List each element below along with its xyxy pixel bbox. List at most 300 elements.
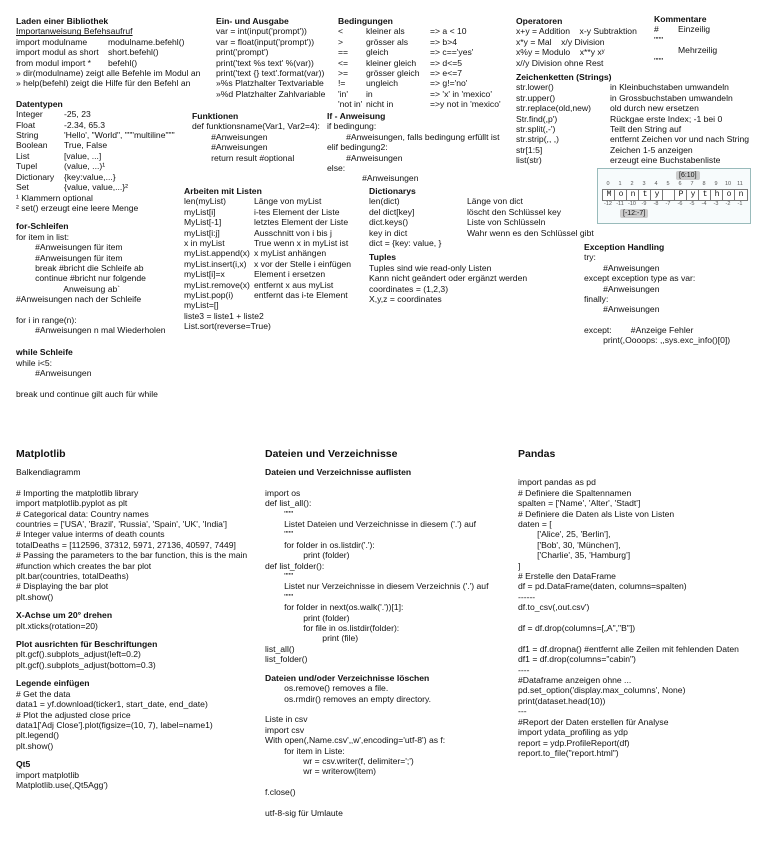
datatype-name: Float: [16, 119, 36, 130]
code-line: #Report der Daten erstellen für Analyse: [518, 716, 669, 727]
code-line: #Dataframe anzeigen ohne ...: [518, 675, 632, 686]
slice-char-cell: y: [650, 189, 664, 201]
code-line: # Categorical data: Country names: [16, 508, 149, 519]
code-line: except exception type as var:: [584, 273, 696, 284]
code-line: """: [265, 591, 294, 602]
code-line: data1['Adj Close'].plot(figsize=(10, 7), label=name1): [16, 719, 213, 730]
list-method: myList[i]=x: [184, 269, 225, 280]
code-line: Liste in csv: [265, 714, 308, 725]
datatype-example: -2.34, 65.3: [64, 119, 106, 130]
slice-index-positive: 2: [630, 181, 634, 187]
code-line: if bedingung:: [327, 121, 377, 132]
library-cell: import modul as short: [16, 47, 99, 58]
dict-method: del dict[key]: [369, 206, 415, 217]
list-method: myList[i:j]: [184, 227, 220, 238]
comments-table: [654, 24, 754, 66]
list-method-desc: True wenn x in myList ist: [254, 238, 349, 249]
code-line: continue #bricht nur folgende: [16, 273, 146, 284]
slice-char-cell: t: [698, 189, 712, 201]
code-line: print('text {} text'.format(var)): [216, 68, 325, 79]
library-note: » dir(modulname) zeigt alle Befehle im Modul an: [16, 68, 201, 79]
datatypes-footnote: ¹ Klammern optional: [16, 192, 93, 203]
dict-method-desc: Länge von dict: [467, 196, 523, 207]
operator-desc: ungleich: [366, 78, 399, 89]
operator-desc: grösser als: [366, 36, 409, 47]
slice-index-negative: -2: [725, 201, 731, 207]
forloop-title: for-Schleifen: [16, 221, 69, 232]
code-line: data1 = yf.download(ticker1, start_date, end_date): [16, 699, 208, 710]
code-line: [265, 704, 515, 714]
string-slicing-illustration: [597, 168, 751, 224]
matplotlib-block: [16, 689, 256, 751]
string-method: str.split(,-'): [516, 124, 556, 135]
code-line: def list_all():: [265, 498, 312, 509]
code-line: [518, 633, 763, 643]
code-line: [16, 477, 256, 487]
code-line: Listet Dateien und Verzeichnisse in diesem ('.') auf: [265, 519, 477, 530]
library-cell: befehl(): [108, 57, 138, 68]
slice-index-positive: 1: [618, 181, 622, 187]
matplotlib-section: [16, 448, 256, 790]
code-line: print('prompt'): [216, 47, 269, 58]
slice-index-negative: -3: [713, 201, 719, 207]
code-line: print(,Oooops: ,,sys.exc_info()[0]): [584, 335, 731, 346]
slice-index-negative: -12: [604, 201, 612, 207]
code-line: plt.gcf().subplots_adjust(bottom=0.3): [16, 659, 156, 670]
datatype-example: (value, ...)¹: [64, 161, 106, 172]
comment-symbol: """: [654, 55, 664, 66]
code-line: import pandas as pd: [518, 477, 596, 488]
code-line: else:: [327, 163, 346, 174]
datatype-name: Dictionary: [16, 171, 55, 182]
code-line: x+y = Addition x-y Subtraktion: [516, 26, 637, 37]
datatype-name: Tupel: [16, 161, 38, 172]
io-title: Ein- und Ausgabe: [216, 16, 289, 26]
slice-index-negative: -11: [616, 201, 624, 207]
comment-desc: [678, 35, 754, 45]
list-method: myList.append(x): [184, 248, 250, 259]
code-line: #Anweisungen: [192, 142, 268, 153]
slice-char-cell: M: [602, 189, 616, 201]
code-line: #Anweisungen: [584, 283, 660, 294]
matplotlib-block: [16, 621, 256, 631]
code-line: # Integer value interms of death counts: [16, 529, 165, 540]
operator-desc: kleiner gleich: [366, 57, 417, 68]
dicts-table: [369, 196, 594, 238]
slice-index-positive: 11: [737, 181, 743, 187]
lists-title: Arbeiten mit Listen: [184, 186, 262, 196]
code-line: #Anweisungen: [584, 304, 660, 315]
code-line: while i<5:: [16, 357, 53, 368]
matplotlib-block: [16, 467, 256, 602]
code-line: return result #optional: [192, 152, 295, 163]
datatype-name: Integer: [16, 109, 43, 120]
code-line: #Anweisungen nach der Schleife: [16, 294, 142, 305]
list-method-desc: x vor der Stelle i einfügen: [254, 258, 351, 269]
string-method-desc: in Kleinbuchstaben umwandeln: [610, 82, 729, 93]
operator-desc: grösser gleich: [366, 68, 420, 79]
code-line: #Anweisungen: [343, 173, 419, 184]
code-line: With open(,Name.csv',‚w',encoding='utf-8') as f:: [265, 735, 446, 746]
string-method: Str.find(,p'): [516, 113, 558, 124]
slice-index-negative: -4: [701, 201, 707, 207]
code-line: f.close(): [265, 787, 296, 798]
library-subtitle: Importanweisung Befehsaufruf: [16, 26, 133, 37]
exceptions-section: [584, 242, 762, 346]
code-line: List.sort(reverse=True): [184, 321, 271, 332]
string-method: str[1:5]: [516, 144, 543, 155]
list-method: myList[i]: [184, 206, 216, 217]
comment-symbol: [654, 45, 670, 55]
operator: <: [338, 26, 344, 37]
matplotlib-title: Matplotlib: [16, 448, 66, 460]
list-method-desc: i-tes Element der Liste: [254, 206, 340, 217]
matplotlib-block: [16, 649, 256, 670]
code-line: #Anweisungen: [584, 262, 660, 273]
strings-title: Zeichenketten (Strings): [516, 72, 612, 82]
pandas-block: [518, 467, 763, 758]
whileloop-title: while Schleife: [16, 347, 73, 358]
tuples-title: Tuples: [369, 252, 397, 263]
operator-example: => g!='no': [430, 78, 468, 89]
string-method: str.strip(,, ,): [516, 134, 559, 145]
slice-char-cell: y: [686, 189, 700, 201]
slice-char-cell: P: [674, 189, 688, 201]
library-table: [16, 37, 206, 68]
code-line: [265, 777, 515, 787]
slice-index-positive: 3: [642, 181, 646, 187]
slice-char-cell: o: [722, 189, 736, 201]
pandas-title: Pandas: [518, 448, 556, 460]
code-line: import matplotlib.pyplot as plt: [16, 498, 128, 509]
dict-method-desc: Wahr wenn es den Schlüssel gibt: [467, 227, 594, 238]
operator-desc: in: [366, 88, 373, 99]
datatype-example: [value, ...]: [64, 150, 102, 161]
slice-char-cell: h: [710, 189, 724, 201]
code-line: for i in range(n):: [16, 314, 77, 325]
code-line: os.remove() removes a file.: [265, 683, 389, 694]
code-line: df = pd.DataFrame(daten, columns=spalten): [518, 581, 687, 592]
code-line: ----: [518, 664, 530, 675]
slice-index-negative: -10: [628, 201, 636, 207]
comment-desc: Einzeilig: [678, 24, 711, 35]
code-line: x*y = Mal x/y Division: [516, 36, 605, 47]
code-line: ['Charlie', 35, 'Hamburg']: [518, 550, 631, 561]
operator: ==: [338, 47, 349, 58]
code-line: break und continue gilt auch für while: [16, 388, 158, 399]
code-line: Balkendiagramm: [16, 467, 81, 477]
code-line: for item in list:: [16, 231, 70, 242]
code-line: Tuples sind wie read-only Listen: [369, 262, 492, 273]
operator: !=: [338, 78, 346, 89]
code-line: ['Alice', 25, 'Berlin'],: [518, 529, 611, 540]
code-line: """: [265, 571, 294, 582]
dict-method: len(dict): [369, 196, 400, 207]
code-line: elif bedingung2:: [327, 142, 388, 153]
code-line: plt.show(): [16, 591, 54, 602]
library-cell: import modulname: [16, 36, 88, 47]
files-block: [265, 683, 515, 818]
operator-example: => a < 10: [430, 26, 467, 37]
dict-method-desc: Liste von Schlüsseln: [467, 217, 546, 228]
slice-tag-positive: [6:10]: [676, 171, 700, 180]
functions-title: Funktionen: [192, 111, 239, 121]
code-line: #Anweisungen für item: [16, 252, 123, 263]
list-method: myList.insert(i,x): [184, 258, 247, 269]
matplotlib-subtitle: Qt5: [16, 759, 31, 770]
code-line: # Importing the matplotlib library: [16, 487, 139, 498]
operator-example: => c=='yes': [430, 47, 474, 58]
code-line: liste3 = liste1 + liste2: [184, 310, 264, 321]
operator: 'not in': [338, 99, 363, 110]
code-line: utf-8-sig für Umlaute: [265, 807, 343, 818]
library-title: Laden einer Bibliothek: [16, 16, 109, 26]
code-line: def list_folder():: [265, 560, 325, 571]
code-line: # Get the data: [16, 688, 71, 699]
datatype-example: True, False: [64, 140, 108, 151]
code-line: ---: [518, 706, 527, 717]
strings-section: [516, 72, 761, 166]
files-subtitle: Dateien und/oder Verzeichnisse löschen: [265, 672, 430, 683]
code-line: #Anweisungen n mal Wiederholen: [16, 324, 166, 335]
strings-table: [516, 82, 761, 165]
code-line: plt.xticks(rotation=20): [16, 620, 98, 631]
library-cell: modulname.befehl(): [108, 36, 185, 47]
code-line: except: #Anzeige Fehler: [584, 324, 694, 335]
code-line: for folder in os.listdir('.'):: [265, 539, 375, 550]
code-line: # Definiere die Spaltennamen: [518, 487, 632, 498]
code-line: import csv: [265, 724, 305, 735]
slice-index-positive: 10: [724, 181, 732, 187]
datatype-name: Boolean: [16, 140, 48, 151]
code-line: list_all(): [265, 643, 295, 654]
code-line: df1 = df.dropna() #entfernt alle Zeilen mit fehlenden Daten: [518, 643, 739, 654]
dict-method: key in dict: [369, 227, 408, 238]
code-line: break #bricht die Schleife ab: [16, 262, 144, 273]
code-line: Anweisung ab`: [16, 283, 121, 294]
code-line: var = int(input('prompt')): [216, 26, 307, 37]
matplotlib-subtitle: Legende einfügen: [16, 678, 90, 689]
code-line: print('text %s text' %(var)): [216, 57, 314, 68]
slice-index-positive: 5: [666, 181, 670, 187]
code-line: wr = writerow(item): [265, 766, 377, 777]
lists-table: [184, 196, 364, 310]
code-line: wr = csv.writer(f, delimiter=';'): [265, 755, 414, 766]
code-line: [518, 467, 763, 477]
operator-desc: gleich: [366, 47, 389, 58]
code-line: #Anweisungen: [192, 131, 268, 142]
code-line: spalten = ['Name', 'Alter', 'Stadt']: [518, 498, 641, 509]
code-line: import os: [265, 487, 301, 498]
code-line: x%y = Modulo x**y xʸ: [516, 47, 605, 58]
code-line: df.to_csv(,out.csv'): [518, 602, 590, 613]
code-line: ]: [518, 560, 521, 571]
slice-index-negative: -8: [653, 201, 659, 207]
code-line: pd.set_option('display.max_columns', None): [518, 685, 686, 696]
comment-symbol: """: [654, 34, 664, 45]
slice-index-negative: -5: [689, 201, 695, 207]
slice-tag-negative: [-12:-7]: [620, 209, 648, 218]
code-line: countries = ['USA', 'Brazil', 'Russia', 'Spain', 'UK', 'India']: [16, 519, 227, 530]
slice-index-negative: -6: [677, 201, 683, 207]
list-method-desc: Ausschnitt von i bis j: [254, 227, 332, 238]
slice-index-positive: 6: [678, 181, 682, 187]
lists-section: [184, 186, 364, 332]
string-method-desc: Rückgae erste Index; -1 bei 0: [610, 113, 723, 124]
comment-desc: Mehrzeilig: [678, 45, 718, 56]
code-line: [265, 798, 515, 808]
datatype-example: {key:value,...}: [64, 171, 116, 182]
files-block: [265, 477, 515, 664]
functions-section: [192, 111, 340, 163]
files-section: [265, 448, 515, 818]
code-line: var = float(input('prompt')): [216, 36, 315, 47]
comments-title: Kommentare: [654, 14, 707, 24]
datatype-example: {value, value,...}²: [64, 182, 129, 193]
list-method: MyList[-1]: [184, 217, 222, 228]
operators-title: Operatoren: [516, 16, 563, 26]
code-line: »%d Platzhalter Zahlvariable: [216, 88, 326, 99]
operator-example: => b>4: [430, 36, 458, 47]
files-title: Dateien und Verzeichnisse: [265, 448, 398, 460]
datatypes-title: Datentypen: [16, 98, 63, 109]
slice-char-cell: o: [614, 189, 628, 201]
datatypes-table: [16, 109, 206, 192]
operator-example: => d<=5: [430, 57, 463, 68]
string-method-desc: Teilt den String auf: [610, 124, 682, 135]
io-section: [216, 16, 334, 99]
datatypes-footnote: ² set() erzeugt eine leere Menge: [16, 202, 139, 213]
code-line: coordinates = (1,2,3): [369, 283, 449, 294]
code-line: for file in os.listdir(folder):: [265, 623, 400, 634]
comment-desc: [678, 56, 754, 66]
operator: >=: [338, 68, 349, 79]
slice-char-cell: n: [626, 189, 640, 201]
list-method-desc: Element i ersetzen: [254, 269, 326, 280]
comments-section: [654, 14, 754, 66]
code-line: print (folder): [265, 612, 350, 623]
conditions-table: [338, 26, 508, 109]
datatype-name: List: [16, 150, 30, 161]
code-line: import matplotlib: [16, 769, 80, 780]
slice-index-positive: 0: [606, 181, 610, 187]
list-method-desc: letztes Element der Liste: [254, 217, 349, 228]
code-line: try:: [584, 252, 596, 263]
list-method-desc: Länge von myList: [254, 196, 322, 207]
matplotlib-subtitle: Plot ausrichten für Beschriftungen: [16, 639, 158, 650]
code-line: for folder in next(os.walk('.'))[1]:: [265, 602, 404, 613]
operator: >: [338, 36, 344, 47]
slice-index-negative: -7: [665, 201, 671, 207]
code-line: #Anweisungen für item: [16, 242, 123, 253]
files-subtitle: Dateien und Verzeichnisse auflisten: [265, 467, 412, 477]
string-method-desc: entfernt Zeichen vor und nach String: [610, 134, 750, 145]
code-line: #Anweisungen, falls bedingung erfüllt ist: [327, 131, 500, 142]
list-method: x in myList: [184, 238, 225, 249]
code-line: def funktionsname(Var1, Var2=4):: [192, 121, 320, 132]
code-line: # Erstelle den DataFrame: [518, 571, 616, 582]
code-line: plt.legend(): [16, 730, 59, 741]
dicts-title: Dictionarys: [369, 186, 416, 196]
code-line: Kann nicht geändert oder ergänzt werden: [369, 273, 528, 284]
slice-char-cell: n: [734, 189, 748, 201]
code-line: # Plot the adjusted close price: [16, 709, 131, 720]
conditions-section: [338, 16, 508, 110]
code-line: for item in Liste:: [265, 745, 345, 756]
datatype-example: 'Hello', "World", """multiline""": [64, 130, 175, 141]
library-section: [16, 16, 206, 399]
matplotlib-block: [16, 770, 256, 791]
code-line: »%s Platzhalter Textvariable: [216, 78, 324, 89]
list-method-desc: entfernt das i-te Element: [254, 290, 348, 301]
operator-example: => e<=7: [430, 68, 463, 79]
code-line: plt.gcf().subplots_adjust(left=0.2): [16, 649, 141, 660]
conditions-title: Bedingungen: [338, 16, 393, 26]
list-method-desc: x myList anhängen: [254, 248, 327, 259]
code-line: report.to_file("report.html"): [518, 747, 619, 758]
code-line: totalDeaths = [112596, 37312, 5971, 27136, 40597, 7449]: [16, 539, 236, 550]
code-line: ------: [518, 591, 536, 602]
code-line: import ydata_profiling as ydp: [518, 727, 628, 738]
operator: 'in': [338, 88, 348, 99]
operator-example: => 'x' in 'mexico': [430, 88, 492, 99]
if-title: If - Anweisung: [327, 111, 386, 121]
string-method: str.replace(old,new): [516, 103, 591, 114]
code-line: df = df.drop(columns=[„A","B"]): [518, 623, 636, 634]
operator: <=: [338, 57, 349, 68]
if-section: [327, 111, 517, 184]
comment-symbol: #: [654, 24, 659, 35]
code-line: """: [265, 529, 294, 540]
library-cell: short.befehl(): [108, 47, 159, 58]
list-method-desc: entfernt x aus myList: [254, 279, 334, 290]
code-line: #Anweisungen: [327, 152, 403, 163]
code-line: report = ydp.ProfileReport(df): [518, 737, 630, 748]
code-line: Matplotlib.use(,Qt5Agg'): [16, 779, 108, 790]
datatype-name: String: [16, 130, 39, 141]
code-line: # Passing the parameters to the bar function, this is the main: [16, 550, 248, 561]
pandas-section: [518, 448, 763, 758]
slice-index-positive: 4: [654, 181, 658, 187]
slice-index-negative: -1: [737, 201, 743, 207]
list-method-desc: [254, 300, 364, 310]
code-line: print(dataset.head(10)): [518, 695, 606, 706]
code-line: ['Bob', 30, 'München'],: [518, 539, 621, 550]
dict-method: dict.keys(): [369, 217, 409, 228]
code-line: # Definiere die Daten als Liste von Listen: [518, 508, 675, 519]
slice-index-negative: -9: [641, 201, 647, 207]
datatype-example: -25, 23: [64, 109, 91, 120]
library-note: » help(befehl) zeigt die Hilfe für den Befehl an: [16, 78, 191, 89]
exceptions-title: Exception Handling: [584, 242, 665, 252]
string-method-desc: Zeichen 1-5 anzeigen: [610, 144, 693, 155]
code-line: plt.show(): [16, 740, 54, 751]
slice-index-positive: 9: [714, 181, 718, 187]
code-line: df1 = df.drop(columns="cabin"): [518, 654, 636, 665]
code-line: x//y Division ohne Rest: [516, 57, 604, 68]
library-cell: from modul import *: [16, 57, 91, 68]
code-line: #function which creates the bar plot: [16, 560, 152, 571]
code-line: os.rmdir() removes an empty directory.: [265, 693, 432, 704]
code-line: X,y,z = coordinates: [369, 294, 442, 305]
code-line: list_folder(): [265, 654, 308, 665]
dict-method-desc: löscht den Schlüssel key: [467, 206, 562, 217]
list-method: len(myList): [184, 196, 227, 207]
string-method: list(str): [516, 155, 542, 166]
code-line: print (folder): [265, 550, 350, 561]
code-line: #Anweisungen: [16, 368, 92, 379]
string-method-desc: erzeugt eine Buchstabenliste: [610, 155, 721, 166]
